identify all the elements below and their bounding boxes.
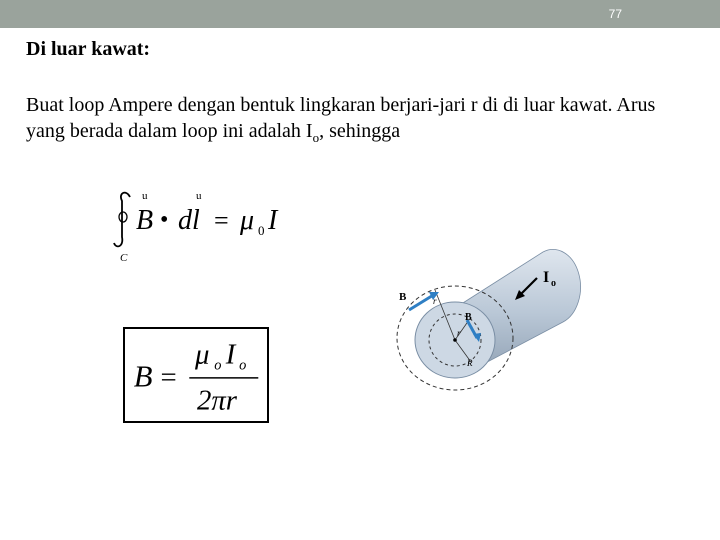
denominator: 2πr: [196, 384, 237, 417]
vector-b: B: [136, 205, 154, 236]
title-bar: [0, 0, 720, 28]
outer-field-label: B: [399, 291, 407, 303]
wire-center: [453, 338, 457, 342]
wire-radius-label: R: [467, 358, 473, 368]
equals-sign: =: [214, 206, 229, 235]
numerator-current-sub: o: [239, 357, 247, 374]
page-number: 77: [608, 7, 622, 21]
result-equals: =: [160, 361, 177, 394]
paragraph-subscript: o: [312, 130, 320, 145]
current-label: I: [543, 269, 550, 286]
vector-mark-dl: u: [196, 190, 202, 202]
numerator-mu: μ: [195, 338, 210, 371]
result-equation: [123, 327, 269, 423]
current-symbol: I: [268, 205, 278, 236]
outer-radius-label: r: [433, 296, 437, 306]
contour-circle: [119, 212, 127, 222]
current-label-sub: o: [551, 278, 556, 289]
section-heading: Di luar kawat:: [26, 38, 151, 60]
vector-mark-b: u: [142, 190, 148, 202]
inner-radius-label: r: [457, 328, 461, 338]
vector-dl: dl: [178, 205, 200, 236]
contour-label: C: [120, 252, 128, 264]
paragraph-text-end: , sehingga: [319, 120, 401, 142]
dot-operator: •: [160, 207, 169, 233]
numerator-mu-sub: o: [214, 357, 222, 374]
ampere-law-equation: [108, 185, 298, 265]
result-b: B: [133, 359, 153, 394]
numerator-current: I: [225, 338, 236, 371]
body-paragraph: [26, 92, 686, 151]
mu-symbol: μ: [240, 205, 255, 236]
inner-field-label: B: [465, 312, 472, 323]
wire-diagram: [395, 240, 585, 410]
paragraph-text: Buat loop Ampere dengan bentuk lingkaran berjari-jari r di di luar kawat. Arus yang berada dalam loop ini adalah I: [26, 94, 656, 142]
contour-integral-sign: [114, 193, 130, 247]
mu-subscript: 0: [258, 223, 265, 238]
